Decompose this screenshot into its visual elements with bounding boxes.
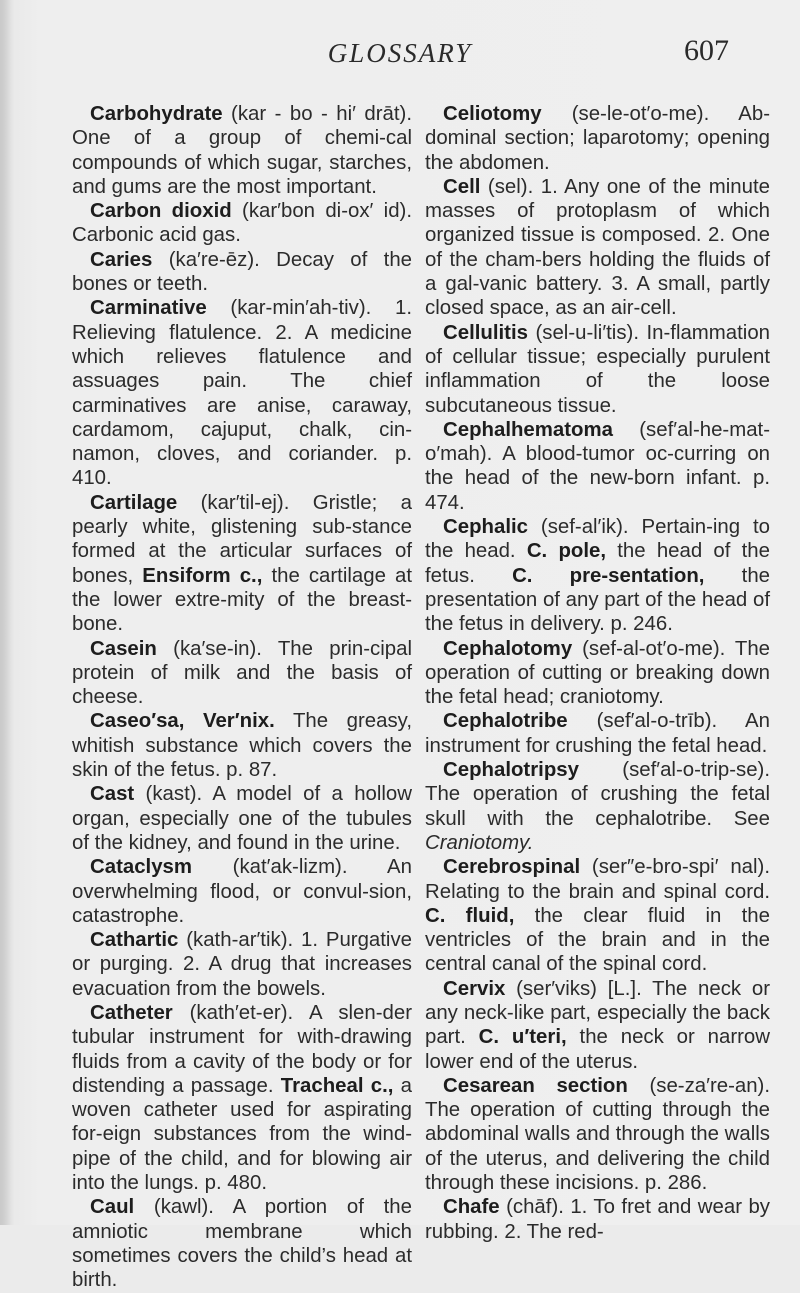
- glossary-entry: [425, 1195, 770, 1244]
- glossary-term: Caul: [90, 1196, 135, 1219]
- glossary-term: Tracheal c.,: [280, 1074, 394, 1097]
- cross-reference: Craniotomy.: [425, 831, 534, 854]
- glossary-entry: [425, 175, 770, 321]
- glossary-entry: [72, 709, 412, 782]
- definition-text: (kast). A model of a hollow organ, especially one of the tubules of the kidney, and found in the urine.: [72, 783, 412, 854]
- glossary-term: Cesarean section: [443, 1074, 628, 1097]
- definition-text: (sel). 1. Any one of the minute masses of protoplasm of which organized tissue is composed. 2. One of the cham-bers holding the fluids of a gal-vanic battery. 3. A small, partly closed space, as an air-cell.: [425, 175, 770, 320]
- glossary-entry: [72, 1195, 412, 1292]
- glossary-term: Cataclysm: [90, 856, 193, 879]
- definition-text: the head of the fetus.: [425, 540, 770, 587]
- glossary-term: C. pre-sentation,: [512, 564, 705, 587]
- glossary-term: Cephalotribe: [443, 710, 568, 733]
- running-header-title: GLOSSARY: [327, 38, 473, 68]
- glossary-term: Cephalotripsy: [443, 759, 579, 782]
- glossary-entry: [72, 637, 412, 710]
- glossary-term: Cervix: [443, 977, 506, 1000]
- definition-text: (kar-min′ah-tiv). 1. Relieving flatulence. 2. A medicine which relieves flatulence and assuages pain. The chief carminatives are anise, caraway, cardamom, cajuput, chalk, cin-namon, cloves, and coriander. p. 410.: [72, 297, 412, 490]
- definition-text: (se-le-ot′o-me). Ab-dominal section; laparotomy; opening the abdomen.: [425, 103, 770, 174]
- definition-text: (sef′al-o-trip-se). The operation of crushing the fetal skull with the cephalotribe. See: [425, 759, 770, 830]
- definition-text: the presentation of any part of the head of the fetus in delivery. p. 246.: [425, 564, 771, 636]
- glossary-entry: [425, 637, 770, 710]
- glossary-term: Cephalhematoma: [443, 418, 613, 441]
- glossary-entry: [425, 709, 770, 758]
- glossary-term: C. pole,: [526, 540, 607, 563]
- glossary-entry: [425, 1074, 770, 1195]
- glossary-entry: [425, 418, 770, 515]
- glossary-term: Celiotomy: [443, 103, 542, 125]
- glossary-term: Casein: [90, 637, 157, 660]
- definition-text: (sel-u-li′tis). In-flammation of cellular tissue; especially purulent inflammation of the loose subcutaneous tissue.: [425, 321, 770, 417]
- definition-text: a woven catheter used for aspirating for-eign substances from the wind-pipe of the child, and for blowing air into the lungs. p. 480.: [72, 1074, 412, 1195]
- glossary-term: Cathartic: [90, 929, 179, 952]
- definition-text: (kar′til-ej). Gristle; a pearly white, glistening sub-stance formed at the articular surfaces of bones,: [72, 491, 412, 587]
- glossary-entry: [425, 758, 770, 855]
- definition-text: (ser′viks) [L.]. The neck or any neck-like part, especially the back part.: [425, 977, 770, 1049]
- definition-text: (kath′et-er). A slen-der tubular instrument for with-drawing fluids from a cavity of the body or for distending a passage.: [72, 1001, 412, 1097]
- definition-text: The greasy, whitish substance which covers the skin of the fetus. p. 87.: [72, 710, 412, 782]
- definition-text: (ser″e-bro-spi′ nal). Relating to the brain and spinal cord.: [425, 856, 770, 903]
- glossary-term: Chafe: [443, 1196, 500, 1219]
- glossary-term: Cellulitis: [443, 321, 528, 344]
- glossary-entry: [72, 928, 412, 1001]
- glossary-term: Cast: [90, 783, 135, 806]
- page-number: 607: [684, 34, 729, 67]
- glossary-term: Cephalotomy: [443, 637, 573, 660]
- glossary-entry: [72, 855, 412, 928]
- glossary-entry: [72, 199, 412, 248]
- definition-text: (ka′se-in). The prin-cipal protein of milk and the basis of cheese.: [72, 637, 412, 709]
- glossary-entry: [72, 102, 412, 199]
- glossary-term: C. u′teri,: [478, 1026, 567, 1049]
- glossary-term: Cerebrospinal: [443, 856, 581, 879]
- glossary-term: Catheter: [90, 1001, 173, 1024]
- definition-text: (kar′bon di-ox′ id). Carbonic acid gas.: [72, 200, 412, 247]
- glossary-term: C. fluid,: [425, 904, 515, 927]
- glossary-entry: [425, 855, 770, 976]
- definition-text: (sef-al-ot′o-me). The operation of cutting or breaking down the fetal head; craniotomy.: [425, 637, 770, 709]
- glossary-term: Cartilage: [90, 491, 178, 514]
- definition-text: (kat′ak-lizm). An overwhelming flood, or convul-sion, catastrophe.: [72, 856, 412, 927]
- glossary-term: Carminative: [90, 297, 207, 320]
- glossary-entry: [425, 977, 770, 1074]
- definition-text: (sef′al-he-mat-o′mah). A blood-tumor oc-curring on the head of the new-born infant. p. 474.: [425, 418, 770, 514]
- definition-text: (kath-ar′tik). 1. Purgative or purging. 2. A drug that increases evacuation from the bowels.: [72, 929, 412, 1000]
- glossary-term: Carbon dioxid: [90, 200, 232, 223]
- glossary-entry: [72, 782, 412, 855]
- glossary-left-column: [72, 102, 412, 1293]
- glossary-entry: [72, 1001, 412, 1195]
- glossary-right-column: [425, 102, 770, 1244]
- glossary-entry: [425, 515, 770, 636]
- definition-text: the cartilage at the lower extre-mity of the breast-bone.: [72, 564, 412, 636]
- definition-text: (sef′al-o-trīb). An instrument for crushing the fetal head.: [425, 710, 770, 757]
- glossary-term: Caseo′sa, Ver′nix.: [90, 710, 275, 733]
- spine-shadow: [0, 0, 14, 1225]
- definition-text: the neck or narrow lower end of the uterus.: [425, 1026, 770, 1073]
- glossary-entry: [72, 248, 412, 297]
- glossary-term: Caries: [90, 248, 153, 271]
- glossary-term: Cell: [443, 175, 481, 198]
- glossary-entry: [72, 491, 412, 637]
- glossary-term: Ensiform c.,: [142, 564, 263, 587]
- definition-text: (kar - bo - hi′ drāt). One of a group of chemi-cal compounds of which sugar, starches, and gums are the most important.: [72, 103, 412, 198]
- glossary-term: Cephalic: [443, 516, 528, 539]
- definition-text: (sef-al′ik). Pertain-ing to the head.: [425, 516, 770, 563]
- glossary-entry: [425, 321, 770, 418]
- definition-text: (se-za′re-an). The operation of cutting through the abdominal walls and through the walls of the uterus, and delivering the child through these incisions. p. 286.: [425, 1074, 771, 1195]
- definition-text: (ka′re-ēz). Decay of the bones or teeth.: [72, 248, 412, 296]
- definition-text: the clear fluid in the ventricles of the brain and in the central canal of the spinal cord.: [425, 904, 770, 976]
- definition-text: (kawl). A portion of the amniotic membrane which sometimes covers the child’s head at birth.: [72, 1196, 412, 1292]
- glossary-term: Carbohydrate: [90, 103, 223, 125]
- definition-text: (chāf). 1. To fret and wear by rubbing. 2. The red-: [425, 1196, 770, 1243]
- glossary-entry: [72, 296, 412, 490]
- glossary-entry: [425, 102, 770, 175]
